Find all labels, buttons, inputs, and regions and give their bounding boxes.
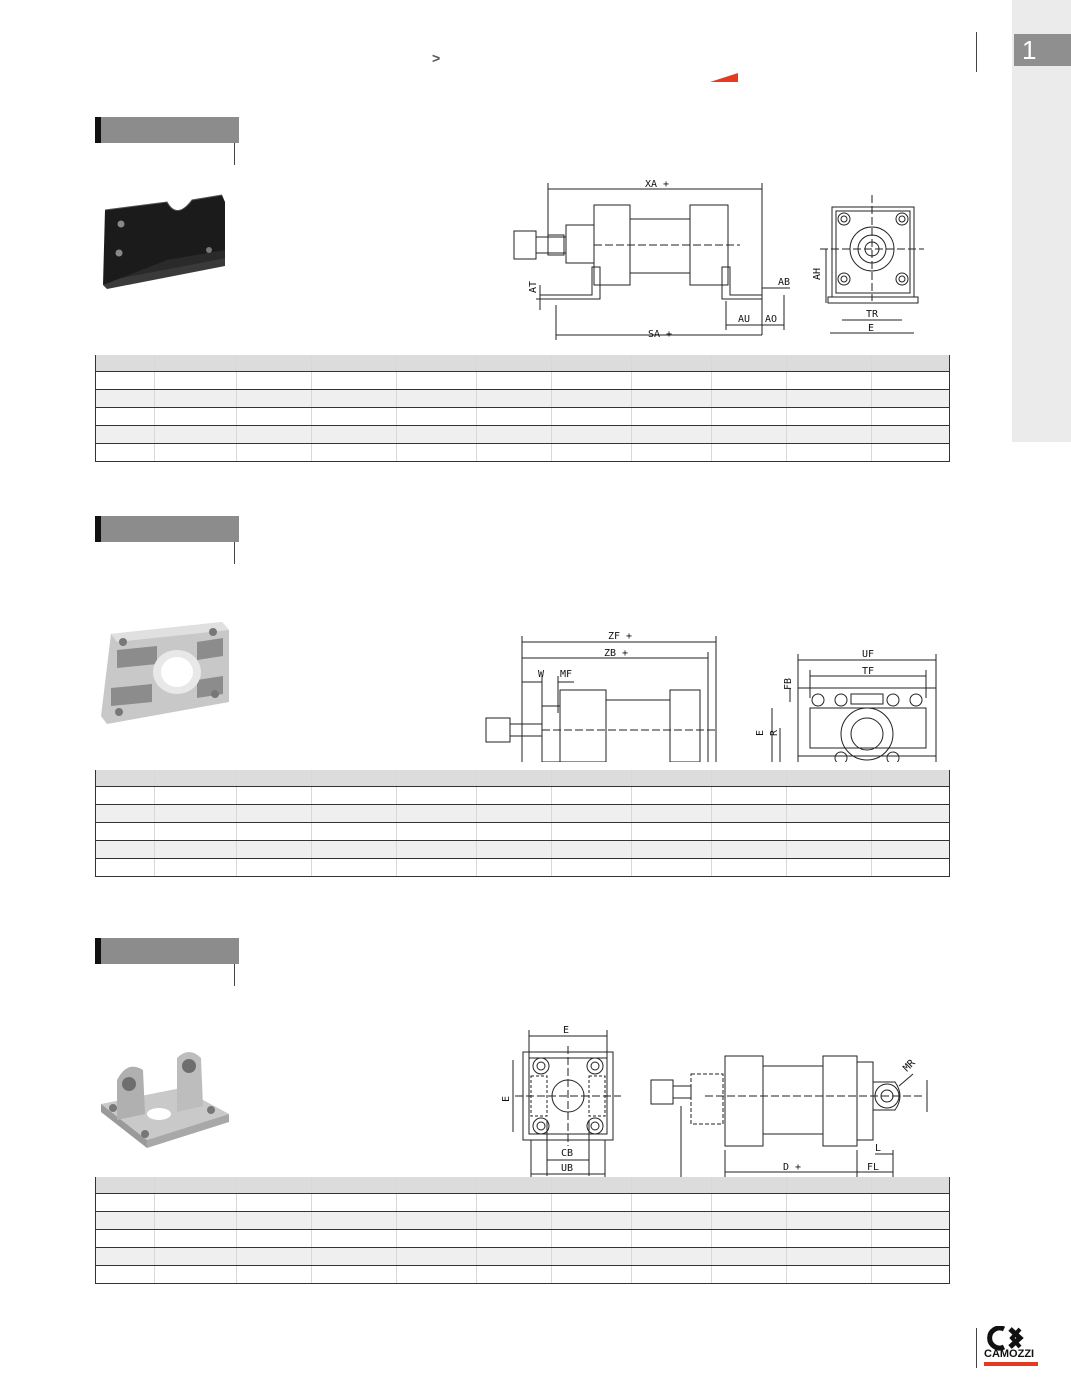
table-column-separator — [711, 841, 712, 858]
table-column-separator — [311, 1266, 312, 1283]
table-row — [96, 823, 949, 841]
table-column-separator — [631, 1177, 632, 1193]
table-column-separator — [311, 390, 312, 407]
table-column-separator — [154, 1266, 155, 1283]
dim-label: AT — [528, 280, 539, 293]
table-column-separator — [154, 841, 155, 858]
table-column-separator — [154, 408, 155, 425]
table-column-separator — [396, 1212, 397, 1229]
table-column-separator — [236, 1230, 237, 1247]
table-column-separator — [476, 1230, 477, 1247]
dim-label: TR — [866, 309, 879, 320]
table-column-separator — [551, 823, 552, 840]
dim-label: W — [538, 669, 545, 680]
table-row — [96, 1212, 949, 1230]
camozzi-red-bar — [984, 1362, 1038, 1366]
dim-label: AO — [765, 314, 778, 325]
table-column-separator — [551, 444, 552, 461]
table-column-separator — [871, 823, 872, 840]
table-column-separator — [154, 770, 155, 786]
table-column-separator — [476, 823, 477, 840]
table-column-separator — [631, 841, 632, 858]
table-column-separator — [871, 1248, 872, 1265]
table-column-separator — [476, 444, 477, 461]
dim-label: SA + — [648, 329, 673, 340]
dimension-table-3 — [95, 1177, 950, 1284]
section-tag-line-3 — [234, 964, 235, 986]
table-column-separator — [396, 1230, 397, 1247]
dim-label: AH — [812, 267, 823, 280]
table-column-separator — [311, 426, 312, 443]
table-column-separator — [711, 444, 712, 461]
table-column-separator — [631, 823, 632, 840]
table-column-separator — [311, 1177, 312, 1193]
table-column-separator — [871, 1212, 872, 1229]
table-row — [96, 1248, 949, 1266]
table-row — [96, 1230, 949, 1248]
dim-label: ZF + — [608, 631, 633, 642]
table-column-separator — [476, 1194, 477, 1211]
flange-photo — [97, 620, 232, 724]
table-column-separator — [311, 372, 312, 389]
table-column-separator — [711, 372, 712, 389]
table-column-separator — [786, 444, 787, 461]
table-column-separator — [476, 390, 477, 407]
table-column-separator — [711, 1266, 712, 1283]
table-column-separator — [236, 805, 237, 822]
table-column-separator — [236, 444, 237, 461]
table-row — [96, 805, 949, 823]
table-column-separator — [476, 1266, 477, 1283]
table-column-separator — [631, 355, 632, 371]
table-row — [96, 787, 949, 805]
table-column-separator — [236, 1266, 237, 1283]
table-column-separator — [396, 859, 397, 876]
table-column-separator — [871, 390, 872, 407]
table-column-separator — [396, 1266, 397, 1283]
table-column-separator — [711, 1194, 712, 1211]
table-column-separator — [396, 444, 397, 461]
table-column-separator — [631, 1194, 632, 1211]
table-column-separator — [396, 841, 397, 858]
table-column-separator — [551, 1194, 552, 1211]
table-column-separator — [786, 805, 787, 822]
table-column-separator — [476, 1177, 477, 1193]
table-column-separator — [236, 372, 237, 389]
table-column-separator — [311, 805, 312, 822]
table-column-separator — [154, 1194, 155, 1211]
table-column-separator — [311, 787, 312, 804]
table-column-separator — [551, 355, 552, 371]
table-column-separator — [476, 805, 477, 822]
table-column-separator — [396, 805, 397, 822]
table-column-separator — [871, 1194, 872, 1211]
table-column-separator — [551, 859, 552, 876]
section-tag-line-2 — [234, 542, 235, 564]
table-column-separator — [476, 841, 477, 858]
dim-label: E — [755, 729, 766, 736]
dim-label: L — [875, 1143, 882, 1154]
table-column-separator — [236, 823, 237, 840]
table-column-separator — [631, 372, 632, 389]
table-column-separator — [236, 1194, 237, 1211]
dim-label: MF — [560, 669, 573, 680]
table-column-separator — [396, 787, 397, 804]
table-column-separator — [786, 408, 787, 425]
table-column-separator — [711, 426, 712, 443]
table-column-separator — [311, 355, 312, 371]
dim-label: UB — [561, 1163, 574, 1174]
table-column-separator — [711, 1230, 712, 1247]
table-column-separator — [551, 1266, 552, 1283]
table-column-separator — [631, 859, 632, 876]
table-column-separator — [236, 1248, 237, 1265]
table-column-separator — [236, 859, 237, 876]
chapter-number: 1 — [1014, 34, 1071, 66]
table-column-separator — [871, 1177, 872, 1193]
table-column-separator — [786, 841, 787, 858]
table-column-separator — [154, 1212, 155, 1229]
table-column-separator — [786, 355, 787, 371]
table-column-separator — [476, 408, 477, 425]
table-column-separator — [236, 841, 237, 858]
table-column-separator — [154, 787, 155, 804]
table-column-separator — [786, 372, 787, 389]
table-row — [96, 1266, 949, 1283]
table-column-separator — [871, 787, 872, 804]
table-column-separator — [631, 770, 632, 786]
table-column-separator — [786, 1212, 787, 1229]
table-column-separator — [711, 770, 712, 786]
dim-label: FL — [867, 1162, 880, 1173]
table-column-separator — [154, 444, 155, 461]
table-column-separator — [711, 805, 712, 822]
table-column-separator — [786, 859, 787, 876]
table-column-separator — [154, 859, 155, 876]
dim-label: E — [563, 1025, 570, 1036]
table-column-separator — [311, 408, 312, 425]
table-column-separator — [476, 787, 477, 804]
table-column-separator — [631, 390, 632, 407]
table-column-separator — [786, 1248, 787, 1265]
dim-label: AU — [738, 314, 751, 325]
table-column-separator — [631, 1212, 632, 1229]
section-tag-2 — [95, 516, 239, 542]
table-column-separator — [311, 1194, 312, 1211]
table-column-separator — [786, 1230, 787, 1247]
section-tag-line-1 — [234, 143, 235, 165]
table-column-separator — [154, 426, 155, 443]
table-column-separator — [711, 1177, 712, 1193]
table-column-separator — [711, 859, 712, 876]
table-column-separator — [476, 426, 477, 443]
table-column-separator — [551, 1248, 552, 1265]
table-column-separator — [311, 859, 312, 876]
table-column-separator — [154, 390, 155, 407]
dim-label: TF — [862, 666, 875, 677]
table-column-separator — [476, 355, 477, 371]
dim-label: D + — [783, 1162, 802, 1173]
table-column-separator — [871, 859, 872, 876]
table-row — [96, 1194, 949, 1212]
table-column-separator — [631, 408, 632, 425]
table-column-separator — [396, 372, 397, 389]
table-column-separator — [551, 805, 552, 822]
table-column-separator — [631, 426, 632, 443]
table-column-separator — [311, 841, 312, 858]
table-column-separator — [871, 372, 872, 389]
table-column-separator — [871, 805, 872, 822]
table-column-separator — [311, 770, 312, 786]
foot-bracket-photo — [97, 190, 232, 290]
table-column-separator — [236, 1177, 237, 1193]
table-column-separator — [236, 787, 237, 804]
red-accent-wedge — [708, 72, 740, 84]
table-column-separator — [551, 787, 552, 804]
table-column-separator — [154, 1248, 155, 1265]
table-column-separator — [476, 372, 477, 389]
table-column-separator — [551, 1177, 552, 1193]
table-header — [96, 355, 949, 372]
table-column-separator — [236, 390, 237, 407]
section-tag-1 — [95, 117, 239, 143]
table-column-separator — [871, 1266, 872, 1283]
table-column-separator — [711, 1212, 712, 1229]
table-column-separator — [871, 355, 872, 371]
table-column-separator — [476, 859, 477, 876]
table-column-separator — [311, 823, 312, 840]
dim-label: XA + — [645, 179, 670, 190]
table-column-separator — [551, 841, 552, 858]
table-row — [96, 841, 949, 859]
table-column-separator — [396, 408, 397, 425]
table-column-separator — [396, 426, 397, 443]
table-column-separator — [711, 408, 712, 425]
table-column-separator — [154, 805, 155, 822]
table-column-separator — [396, 1177, 397, 1193]
table-column-separator — [551, 408, 552, 425]
table-column-separator — [476, 1248, 477, 1265]
table-row — [96, 859, 949, 876]
table-column-separator — [396, 1194, 397, 1211]
table-column-separator — [786, 770, 787, 786]
table-column-separator — [871, 408, 872, 425]
table-column-separator — [786, 823, 787, 840]
table-row — [96, 372, 949, 390]
chapter-side-tab — [1012, 0, 1071, 442]
table-column-separator — [236, 355, 237, 371]
dim-label: UF — [862, 649, 875, 660]
table-column-separator — [396, 1248, 397, 1265]
camozzi-wordmark: CAMOZZI — [984, 1348, 1035, 1360]
table-column-separator — [476, 1212, 477, 1229]
table-column-separator — [154, 1177, 155, 1193]
table-row — [96, 426, 949, 444]
table-column-separator — [871, 426, 872, 443]
dim-label: CB — [561, 1148, 574, 1159]
header-divider — [976, 32, 977, 72]
table-column-separator — [711, 787, 712, 804]
table-column-separator — [711, 1248, 712, 1265]
table-column-separator — [631, 1230, 632, 1247]
table-column-separator — [236, 408, 237, 425]
table-column-separator — [786, 1177, 787, 1193]
section-tag-3 — [95, 938, 239, 964]
table-column-separator — [396, 355, 397, 371]
table-column-separator — [476, 770, 477, 786]
table-column-separator — [711, 390, 712, 407]
table-column-separator — [154, 823, 155, 840]
table-column-separator — [786, 787, 787, 804]
table-column-separator — [311, 444, 312, 461]
table-column-separator — [551, 372, 552, 389]
table-column-separator — [631, 444, 632, 461]
table-column-separator — [551, 770, 552, 786]
table-column-separator — [786, 1266, 787, 1283]
table-column-separator — [631, 787, 632, 804]
table-column-separator — [311, 1230, 312, 1247]
flange-mounting-drawing — [480, 628, 960, 762]
table-row — [96, 390, 949, 408]
dimension-table-2 — [95, 770, 950, 877]
dim-label: E — [868, 323, 875, 334]
table-column-separator — [871, 444, 872, 461]
table-header — [96, 770, 949, 787]
table-column-separator — [396, 823, 397, 840]
table-column-separator — [551, 1230, 552, 1247]
table-column-separator — [631, 805, 632, 822]
table-column-separator — [786, 426, 787, 443]
clevis-mounting-drawing — [495, 1020, 955, 1180]
table-column-separator — [396, 390, 397, 407]
breadcrumb-arrow: > — [432, 50, 441, 66]
table-column-separator — [236, 426, 237, 443]
dim-label: E — [501, 1095, 512, 1102]
table-column-separator — [551, 426, 552, 443]
table-column-separator — [631, 1248, 632, 1265]
table-column-separator — [631, 1266, 632, 1283]
dimension-table-1 — [95, 355, 950, 462]
footer-divider — [976, 1328, 977, 1368]
table-column-separator — [154, 372, 155, 389]
table-row — [96, 444, 949, 461]
table-column-separator — [711, 355, 712, 371]
table-column-separator — [711, 823, 712, 840]
table-row — [96, 408, 949, 426]
table-column-separator — [786, 1194, 787, 1211]
table-column-separator — [311, 1248, 312, 1265]
table-column-separator — [154, 1230, 155, 1247]
table-column-separator — [871, 770, 872, 786]
table-column-separator — [311, 1212, 312, 1229]
dim-label: FB — [783, 677, 794, 690]
dim-label: AB — [778, 277, 791, 288]
table-column-separator — [871, 841, 872, 858]
dim-label: ZB + — [604, 648, 629, 659]
clevis-bracket-photo — [97, 1040, 232, 1150]
table-column-separator — [236, 1212, 237, 1229]
foot-mounting-drawing — [500, 175, 960, 350]
table-column-separator — [786, 390, 787, 407]
table-header — [96, 1177, 949, 1194]
table-column-separator — [871, 1230, 872, 1247]
camozzi-logo — [984, 1326, 1040, 1368]
table-column-separator — [551, 1212, 552, 1229]
dim-label: MR — [901, 1057, 918, 1075]
table-column-separator — [236, 770, 237, 786]
table-column-separator — [154, 355, 155, 371]
table-column-separator — [396, 770, 397, 786]
table-column-separator — [551, 390, 552, 407]
dim-label: R — [769, 729, 780, 736]
